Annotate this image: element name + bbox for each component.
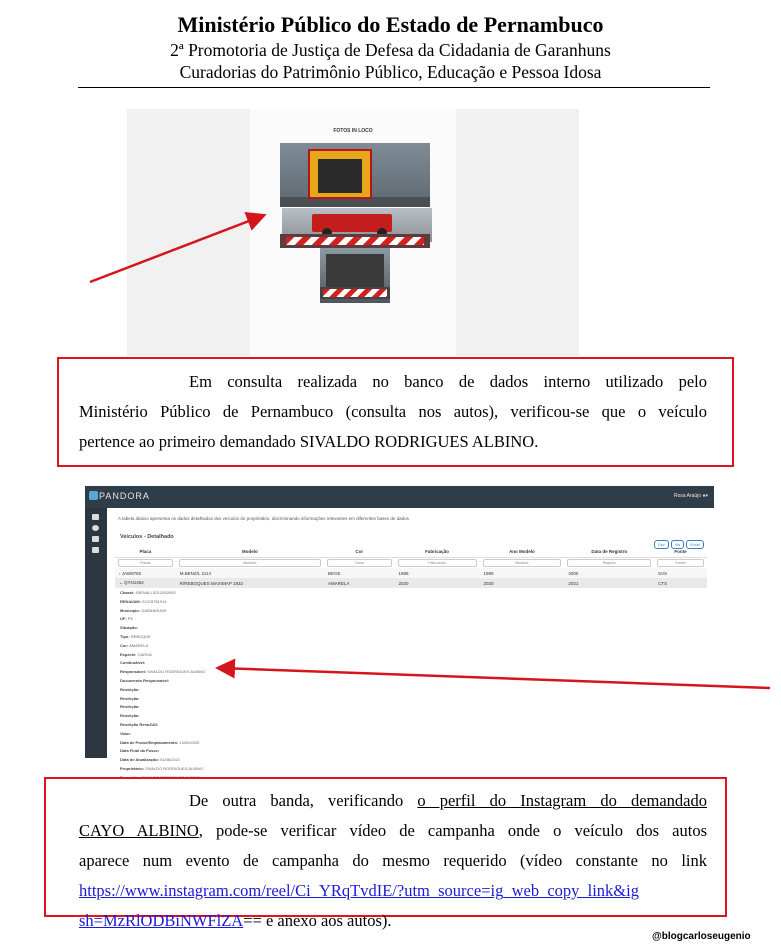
document-subtitle-curadorias: Curadorias do Patrimônio Público, Educação e Pessoa Idosa: [179, 62, 602, 82]
column-placa[interactable]: Placa: [115, 545, 176, 558]
cell-ano-modelo: 2020: [480, 578, 565, 588]
detail-label: Proprietário:: [120, 765, 145, 771]
detail-row: [120, 686, 205, 695]
filter-fonte[interactable]: Fontes: [657, 559, 704, 567]
home-icon[interactable]: [92, 514, 99, 520]
column-data-registro[interactable]: Data de Registro: [564, 545, 654, 558]
detail-label: Documento Responsável:: [120, 677, 170, 683]
filter-modelo[interactable]: Modelos: [179, 559, 321, 567]
table-row[interactable]: [115, 568, 707, 578]
collapse-icon[interactable]: ⌄: [119, 580, 125, 585]
photo-panel-margin-right: [456, 109, 579, 356]
detail-row: [120, 712, 205, 721]
detail-row: [120, 624, 205, 633]
detail-value: GARANHUNS: [141, 607, 167, 613]
cell-placa: › JAW8782: [115, 568, 176, 578]
detail-row: [120, 703, 205, 712]
cell-fonte: SVS: [654, 568, 707, 578]
detail-row: [120, 765, 205, 774]
detail-row: [120, 721, 205, 730]
cell-placa: ⌄ QYN1462: [115, 578, 176, 588]
edit-icon[interactable]: [92, 547, 99, 553]
cell-fonte: CTS: [654, 578, 707, 588]
detail-label: Espécie:: [120, 651, 137, 657]
export-csv-button[interactable]: Csv: [654, 540, 669, 549]
document-title: Ministério Público do Estado de Pernambuco: [177, 12, 604, 37]
instagram-link-part2[interactable]: sh=MzRlODBiNWFlZA: [79, 911, 244, 930]
filter-placa[interactable]: Placas: [118, 559, 173, 567]
column-fonte[interactable]: Fonte: [654, 545, 707, 558]
cell-ano-modelo: 1989: [480, 568, 565, 578]
detail-row: [120, 615, 205, 624]
pandora-app-name: PANDORA: [99, 491, 150, 501]
filter-cor[interactable]: Cores: [327, 559, 392, 567]
detail-value: CARGA: [137, 651, 152, 657]
document-subtitle-promotoria: 2ª Promotoria de Justiça de Defesa da Cidadania de Garanhuns: [170, 40, 611, 60]
detail-row: [120, 651, 205, 660]
detail-label: Data de Atualização:: [120, 757, 159, 763]
export-excel-button[interactable]: Excel: [686, 540, 704, 549]
detail-label: Data Final da Posse:: [120, 748, 160, 754]
detail-row: [120, 756, 205, 765]
photo-caption: FOTOS IN LOCO: [333, 128, 373, 134]
detail-value: SIVALDO RODRIGUES ALBINO: [147, 669, 206, 675]
detail-label: Tipo:: [120, 633, 130, 639]
detail-label: Valor:: [120, 730, 132, 736]
detail-row: [120, 598, 205, 607]
detail-row: [120, 677, 205, 686]
cell-data-registro: 2000: [564, 568, 654, 578]
detail-label: Cor:: [120, 642, 129, 648]
cell-modelo: R/REBOQUES MAXIMAP 1932: [176, 578, 324, 588]
detail-label: Restrição RenaJUD:: [120, 721, 159, 727]
detail-label: Restrição:: [120, 713, 140, 719]
instagram-profile-ref: o perfil do Instagram do demandado: [417, 791, 707, 810]
detail-value: SIVALDO RODRIGUES ALBINO: [142, 774, 200, 780]
cell-fabricacao: 2020: [395, 578, 480, 588]
detail-label: Possuidor:: [120, 774, 141, 780]
paragraph1-line2: Ministério Público de Pernambuco (consulta nos autos), verificou-se que o veículo: [79, 402, 707, 421]
vehicles-card-title: Veículos - Detalhado: [120, 534, 174, 540]
detail-label: Restrição:: [120, 686, 140, 692]
detail-row: [120, 659, 205, 668]
detail-row: [120, 695, 205, 704]
detail-value: REBOQUE: [130, 633, 151, 639]
photo-trailer-front: [280, 143, 430, 207]
detail-label: Situação:: [120, 625, 139, 631]
pandora-user-menu[interactable]: [674, 493, 708, 499]
header-divider: [78, 87, 710, 88]
detail-label: RENAVAM:: [120, 598, 141, 604]
detail-value: AMARELA: [129, 642, 149, 648]
detail-label: Restrição:: [120, 695, 140, 701]
cell-data-registro: 2021: [564, 578, 654, 588]
vehicles-table: [115, 545, 707, 588]
cell-cor: AMARELA: [324, 578, 395, 588]
expand-icon[interactable]: ›: [119, 570, 122, 576]
detail-label: Responsável:: [120, 669, 147, 675]
detail-row: [120, 642, 205, 651]
demandado-name: CAYO ALBINO: [79, 821, 199, 840]
export-xls-button[interactable]: Xls: [671, 540, 685, 549]
cell-cor: BEGE: [324, 568, 395, 578]
detail-row: [120, 589, 205, 598]
pandora-topbar: [85, 486, 714, 508]
column-modelo[interactable]: Modelo: [176, 545, 324, 558]
detail-value: 01/06/2021: [160, 757, 181, 763]
detail-label: Município:: [120, 607, 140, 613]
paragraph-vehicle-owner: [79, 367, 707, 457]
detail-value: 01378751914: [142, 598, 167, 604]
detail-row: [120, 607, 205, 616]
column-ano-modelo[interactable]: Ano Modelo: [480, 545, 565, 558]
user-avatar-icon: ●▾: [702, 493, 708, 499]
search-icon[interactable]: [92, 525, 99, 531]
vehicle-detail-list: [120, 589, 205, 783]
detail-row: [120, 739, 205, 748]
filter-registro[interactable]: Registro: [567, 559, 651, 567]
cell-modelo: M.BENZ/L 1114: [176, 568, 324, 578]
paragraph2-line2-b: , pode-se verificar vídeo de campanha onde o veículo dos autos: [198, 821, 708, 840]
instagram-link-part1[interactable]: https://www.instagram.com/reel/Ci_YRqTvdIE/?utm_source=ig_web_copy_link&ig: [79, 881, 639, 900]
pandora-user-name: Rosa Araújo: [673, 493, 702, 499]
filter-fabricacao[interactable]: Fabricação: [398, 559, 477, 567]
detail-label: Combustível:: [120, 660, 146, 666]
cell-fabricacao: 1988: [395, 568, 480, 578]
column-fabricacao[interactable]: Fabricação: [395, 545, 480, 558]
filter-ano-modelo[interactable]: Modelos: [483, 559, 562, 567]
detail-value: PE: [127, 616, 134, 622]
column-cor[interactable]: Cor: [324, 545, 395, 558]
detail-label: UF:: [120, 616, 127, 622]
paragraph2-line5-rest: == e anexo aos autos).: [243, 911, 392, 930]
pandora-info-text: A tabela abaixo apresenta os dados detalhados dos veículos do proprietário, discriminando informações relevantes em diferentes bases de dados.: [118, 516, 411, 521]
detail-row: [120, 747, 205, 756]
detail-value: 93ENALLS01Z002093: [135, 590, 176, 595]
pandora-sidebar: [85, 508, 107, 758]
pandora-screenshot: [85, 486, 714, 780]
detail-label: Data de Posse/Emplacamento:: [120, 739, 179, 745]
pandora-logo-icon: [89, 491, 98, 500]
paragraph-instagram: [79, 786, 707, 936]
photo-trailer-rear-bumper: [320, 287, 390, 299]
paragraph1-line1: Em consulta realizada no banco de dados interno utilizado pelo: [189, 372, 707, 391]
paragraph2-line1-a: De outra banda, verificando: [189, 791, 418, 810]
detail-value: SIVALDO RODRIGUES ALBINO: [145, 765, 204, 771]
detail-row: [120, 633, 205, 642]
paragraph1-line3: pertence ao primeiro demandado SIVALDO RODRIGUES ALBINO.: [79, 432, 539, 451]
paragraph2-line3: aparece num evento de campanha do mesmo requerido (vídeo constante no link: [79, 851, 707, 870]
blog-watermark: @blogcarloseugenio: [652, 931, 751, 942]
detail-value: 13/09/2020: [179, 739, 200, 745]
list-icon[interactable]: [92, 536, 99, 542]
photo-trailer-plate: [280, 234, 430, 248]
detail-row: [120, 730, 205, 739]
detail-label: Chassi:: [120, 590, 135, 595]
table-row[interactable]: [115, 578, 707, 588]
detail-row: [120, 668, 205, 677]
detail-label: Restrição:: [120, 704, 140, 710]
photo-panel-margin-left: [127, 109, 250, 356]
